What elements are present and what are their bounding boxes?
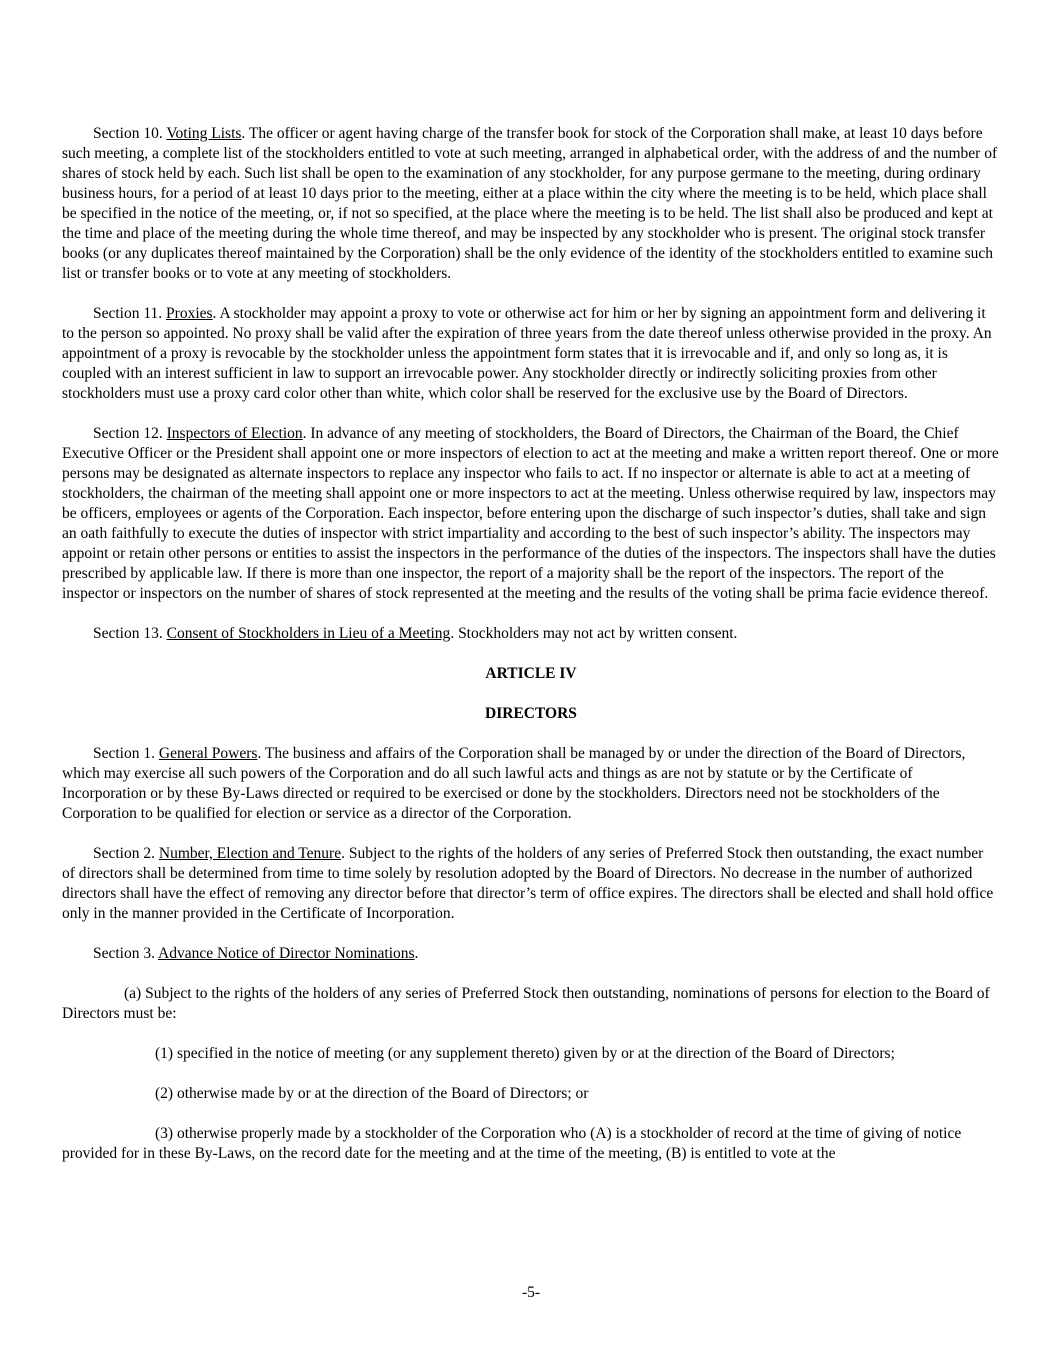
section-13-title: Consent of Stockholders in Lieu of a Meeting	[166, 625, 451, 642]
document-page	[62, 124, 1000, 1184]
section-10-body: . The officer or agent having charge of the transfer book for stock of the Corporation shall make, at least 10 days before such meeting, a complete list of the stockholders entitled to vote at such meeting, arranged in alphabetical order, with the address of and the number of shares of stock held by each. Such list shall be open to the examination of any stockholder, for any purpose germane to the meeting, during ordinary business hours, for a period of at least 10 days prior to the meeting, either at a place within the city where the meeting is to be held, which place shall be specified in the notice of the meeting, or, if not so specified, at the place where the meeting is to be held. The list shall also be produced and kept at the time and place of the meeting during the whole time thereof, and may be inspected by any stockholder who is present. The original stock transfer books (or any duplicates thereof maintained by the Corporation) shall be the only evidence of the identity of the stockholders entitled to examine such list or transfer books or to vote at any meeting of stockholders.	[62, 125, 998, 282]
section-13-body: . Stockholders may not act by written consent.	[450, 625, 738, 642]
section-10-paragraph	[62, 124, 1000, 284]
article-number-heading: ARTICLE IV	[485, 665, 577, 682]
section-11-paragraph	[62, 304, 1000, 404]
section-13-prefix: Section 13.	[93, 625, 167, 642]
directors-section-2-paragraph	[62, 844, 1000, 924]
directors-section-1-title: General Powers	[158, 745, 258, 762]
section-12-paragraph	[62, 424, 1000, 604]
section-13-paragraph	[62, 624, 1000, 644]
section-10-prefix: Section 10.	[93, 125, 167, 142]
section-11-body: . A stockholder may appoint a proxy to vote or otherwise act for him or her by signing an appointment form and delivering it to the person so appointed. No proxy shall be valid after the expiration of three years from the date thereof unless otherwise provided in the proxy. An appointment of a proxy is revocable by the stockholder unless the appointment form states that it is irrevocable and if, and only so long as, it is coupled with an interest sufficient in law to support an irrevocable power. Any stockholder directly or indirectly soliciting proxies from other stockholders must use a proxy card color other than white, which color shall be reserved for the exclusive use by the Board of Directors.	[62, 305, 992, 402]
directors-section-3a-paragraph: (a) Subject to the rights of the holders of any series of Preferred Stock then outstanding, nominations of persons for election to the Board of Directors must be:	[62, 985, 990, 1022]
page-number: -5-	[521, 1284, 541, 1301]
nomination-item-2: (2) otherwise made by or at the direction of the Board of Directors; or	[155, 1085, 589, 1102]
directors-section-2-body: . Subject to the rights of the holders of any series of Preferred Stock then outstanding, the exact number of directors shall be determined from time to time solely by resolution adopted by the Board of Directors. No decrease in the number of authorized directors shall have the effect of removing any director before that director’s term of office expires. The directors shall be elected and shall hold office only in the manner provided in the Certificate of Incorporation.	[62, 845, 994, 922]
section-12-prefix: Section 12.	[93, 425, 167, 442]
directors-section-1-prefix: Section 1.	[93, 745, 159, 762]
directors-section-1-body: . The business and affairs of the Corporation shall be managed by or under the direction of the Board of Directors, which may exercise all such powers of the Corporation and do all such lawful acts and things as are not by statute or by the Certificate of Incorporation or by these By-Laws directed or required to be exercised or done by the stockholders. Directors need not be stockholders of the Corporation to be qualified for election or service as a director of the Corporation.	[62, 745, 966, 822]
article-name-heading: DIRECTORS	[485, 705, 577, 722]
directors-section-3-body: .	[414, 945, 419, 962]
directors-section-3-prefix: Section 3.	[93, 945, 159, 962]
section-10-title: Voting Lists	[166, 125, 242, 142]
nomination-item-3: (3) otherwise properly made by a stockholder of the Corporation who (A) is a stockholder of record at the time of giving of notice provided for in these By-Laws, on the record date for the meeting and at the time of the meeting, (B) is entitled to vote at the	[62, 1125, 962, 1162]
directors-section-2-prefix: Section 2.	[93, 845, 159, 862]
section-12-body: . In advance of any meeting of stockholders, the Board of Directors, the Chairman of the Board, the Chief Executive Officer or the President shall appoint one or more inspectors of election to act at the meeting and make a written report thereof. One or more persons may be designated as alternate inspectors to replace any inspector who fails to act. If no inspector or alternate is able to act at a meeting of stockholders, the chairman of the meeting shall appoint one or more inspectors to act at the meeting. Unless otherwise required by law, inspectors may be officers, employees or agents of the Corporation. Each inspector, before entering upon the discharge of such inspector’s duties, shall take and sign an oath faithfully to execute the duties of inspector with strict impartiality and according to the best of such inspector’s ability. The inspectors may appoint or retain other persons or entities to assist the inspectors in the performance of the duties of the inspectors. The inspectors shall have the duties prescribed by applicable law. If there is more than one inspector, the report of a majority shall be the report of the inspectors. The report of the inspector or inspectors on the number of shares of stock represented at the meeting and the results of the voting shall be prima facie evidence thereof.	[62, 425, 999, 602]
section-12-title: Inspectors of Election	[166, 425, 303, 442]
section-11-title: Proxies	[166, 305, 213, 322]
directors-section-3-paragraph	[62, 944, 1000, 964]
nomination-item-1: (1) specified in the notice of meeting (or any supplement thereto) given by or at the direction of the Board of Directors;	[155, 1045, 895, 1062]
directors-section-3-title: Advance Notice of Director Nominations	[158, 945, 415, 962]
directors-section-2-title: Number, Election and Tenure	[158, 845, 342, 862]
section-11-prefix: Section 11.	[93, 305, 167, 322]
directors-section-1-paragraph	[62, 744, 1000, 824]
